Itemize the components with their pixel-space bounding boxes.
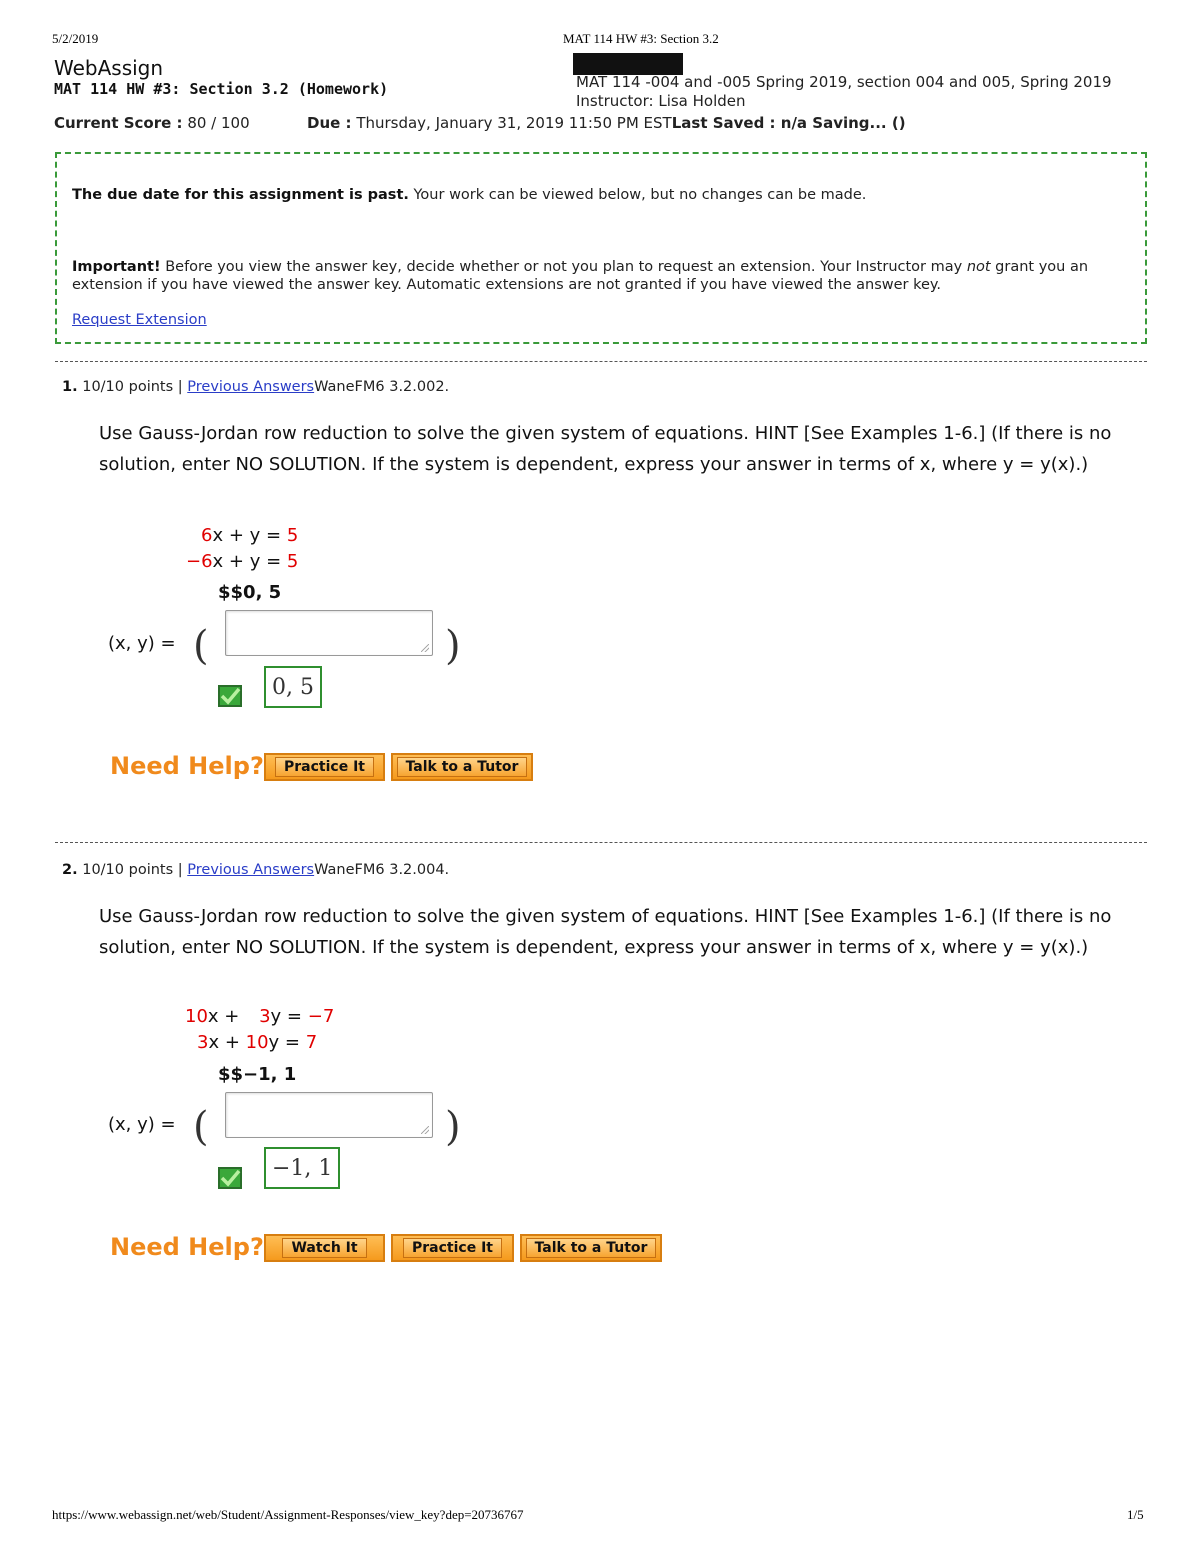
practice-it-button[interactable]: [391, 1234, 514, 1262]
print-url: https://www.webassign.net/web/Student/Assignment-Responses/view_key?dep=20736767: [52, 1507, 524, 1522]
constant: −7: [307, 1006, 335, 1027]
xy-label: (x, y) =: [108, 1114, 176, 1135]
correct-answer-box: −1, 1: [264, 1147, 340, 1189]
question-number: 1.: [62, 379, 78, 395]
need-help-label: Need Help?: [110, 1233, 264, 1261]
print-date: 5/2/2019: [52, 31, 99, 46]
equation-text: x +: [207, 1006, 246, 1027]
constant: 7: [305, 1032, 318, 1053]
question-source: WaneFM6 3.2.004.: [314, 862, 450, 878]
coefficient: 10: [185, 1006, 208, 1027]
previous-answers-link[interactable]: Previous Answers: [187, 379, 315, 395]
question-divider: [55, 842, 1147, 843]
coefficient: 3: [259, 1006, 271, 1027]
equation-text: x + y =: [212, 525, 287, 546]
important-message: [72, 258, 1132, 294]
talk-to-tutor-button[interactable]: [520, 1234, 662, 1262]
xy-label: (x, y) =: [108, 633, 176, 654]
button-label: Watch It: [282, 1238, 366, 1258]
equation-2: [186, 549, 298, 575]
question-prompt: Use Gauss-Jordan row reduction to solve the given system of equations. HINT [See Examples 1-6.] (If there is no solution, enter NO SOLUTION. If the system is dependent, express your answer in terms of x, where y = y(x).): [99, 423, 1112, 475]
score-line: [54, 114, 250, 132]
constant: 5: [286, 525, 299, 546]
coefficient: 10: [245, 1032, 269, 1053]
question-points: 10/10 points |: [77, 379, 188, 395]
request-extension-link[interactable]: Request Extension: [72, 312, 207, 328]
request-extension-wrap: [72, 311, 207, 329]
equation-2: [197, 1030, 317, 1056]
open-paren: (: [193, 1104, 209, 1150]
talk-to-tutor-button[interactable]: [391, 753, 533, 781]
equation-text: x +: [208, 1032, 246, 1053]
score-label: Current Score :: [54, 114, 183, 132]
important-bold: Important!: [72, 259, 161, 275]
due-value: Thursday, January 31, 2019 11:50 PM EST: [356, 114, 672, 132]
answer-input[interactable]: [225, 610, 433, 656]
button-label: Talk to a Tutor: [397, 757, 528, 777]
redacted-name: [573, 53, 683, 75]
equation-text: x + y =: [212, 551, 287, 572]
instructor-line: Instructor: Lisa Holden: [576, 92, 746, 110]
past-due-notice: [55, 152, 1147, 344]
equation-text: y =: [268, 1032, 306, 1053]
equation-1: [185, 1004, 334, 1030]
practice-it-button[interactable]: [264, 753, 385, 781]
button-label: Practice It: [275, 757, 374, 777]
important-text-1: Before you view the answer key, decide whether or not you plan to request an extension. Your Instructor may: [160, 259, 967, 275]
last-saved-status: Last Saved : n/a Saving... (): [671, 114, 906, 132]
resize-grip-icon[interactable]: [421, 1126, 429, 1134]
correct-check-icon: [218, 1167, 242, 1189]
coefficient: 3: [197, 1032, 209, 1053]
previous-answers-link[interactable]: Previous Answers: [187, 862, 315, 878]
important-text-2: grant you an extension if you have viewed the answer key. Automatic extensions are not granted if you have viewed the answer key.: [72, 259, 1089, 293]
due-line: [307, 114, 906, 132]
due-label: Due :: [307, 114, 352, 132]
button-label: Talk to a Tutor: [526, 1238, 657, 1258]
coefficient: −6: [186, 551, 213, 572]
past-due-bold: The due date for this assignment is past.: [72, 187, 409, 203]
need-help-label: Need Help?: [110, 752, 264, 780]
question-points: 10/10 points |: [77, 862, 188, 878]
button-label: Practice It: [403, 1238, 502, 1258]
question-header: [62, 379, 449, 395]
assignment-title: MAT 114 HW #3: Section 3.2 (Homework): [54, 80, 389, 98]
course-line: MAT 114 -004 and -005 Spring 2019, section 004 and 005, Spring 2019: [576, 73, 1112, 91]
watch-it-button[interactable]: [264, 1234, 385, 1262]
question-divider: [55, 361, 1147, 362]
webassign-logo: WebAssign: [54, 56, 164, 80]
correct-check-icon: [218, 685, 242, 707]
correct-answer-box: 0, 5: [264, 666, 322, 708]
resize-grip-icon[interactable]: [421, 644, 429, 652]
question-header: [62, 862, 449, 878]
equation-1: [201, 523, 298, 549]
past-due-text: Your work can be viewed below, but no changes can be made.: [408, 187, 867, 203]
equation-text: y =: [270, 1006, 308, 1027]
open-paren: (: [193, 623, 209, 669]
question-number: 2.: [62, 862, 78, 878]
close-paren: ): [445, 1104, 461, 1150]
submitted-response: $$−1, 1: [218, 1064, 297, 1085]
coefficient: 6: [201, 525, 213, 546]
print-page-number: 1/5: [1127, 1507, 1144, 1522]
print-page-title: MAT 114 HW #3: Section 3.2: [563, 31, 719, 46]
submitted-response: $$0, 5: [218, 582, 282, 603]
question-source: WaneFM6 3.2.002.: [314, 379, 450, 395]
close-paren: ): [445, 623, 461, 669]
score-value: 80 / 100: [187, 114, 250, 132]
question-prompt: Use Gauss-Jordan row reduction to solve the given system of equations. HINT [See Examples 1-6.] (If there is no solution, enter NO SOLUTION. If the system is dependent, express your answer in terms of x, where y = y(x).): [99, 906, 1112, 958]
answer-input[interactable]: [225, 1092, 433, 1138]
important-em: not: [966, 259, 991, 275]
course-info: [576, 73, 1112, 111]
constant: 5: [286, 551, 299, 572]
past-due-message: [72, 186, 1132, 204]
